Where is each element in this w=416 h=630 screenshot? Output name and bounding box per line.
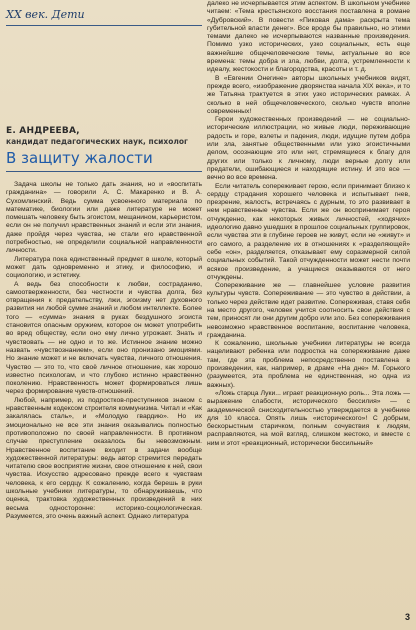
rubric-divider xyxy=(6,25,202,26)
author-role: кандидат педагогических наук, психолог xyxy=(6,137,188,146)
left-body xyxy=(6,181,202,521)
section-rubric: XX век. Дети xyxy=(6,8,85,21)
paragraph: «Ложь старца Луки... играет реакционную роль... Эта ложь — выражение слабости, исторического бессилия» — с академической снисходительностью утверждается в учебнике для 10 класса. Опять лишь «исторического»! С добрым, бескорыстным старичком, полным сочувствия к людям, расправляются, на мой взгляд, слишком жестоко, и вместе с ним и этот «реакционный, исторически бессильный» xyxy=(207,389,410,447)
paragraph: В «Евгении Онегине» авторы школьных учебников видят, прежде всего, «изображение дворянства начала XIX века», и то же Татьяна трактуется в этих узко исторических рамках. А сколько в ней общечеловеческого, сколько чувств вполне современных! xyxy=(207,74,410,115)
paragraph: А ведь без способности к любви, состраданию, самоотверженности, без честности и чувства долга, без отвращения к предательству, лжи, эгоизму нет духовного развития ни любой сумме знаний и любом интеллекте. Более того — «сумма» знания в руках бездушного эгоиста становится опасным оружием, которое он может употребить во вред обществу, если оно ему лично угрожает. Знать и чувствовать — не одно и то же. Истинное знание можно назвать «чувствознанием», если оно пронизано эмоциями. Но знание может и не включать чувства, личного отношения. Чувство — это то, что своё личное отношение, как хорошо известно психологам, и что глубоко истинно нравственно поколению. Нравственность может формироваться лишь через формирование чувств-отношений. xyxy=(6,280,202,396)
paragraph: Если читатель сопереживает герою, если принимает близко к сердцу страдания хорошего человека и испытывает гнев, презрение, жалость, встречаясь с дурным, то это развивает в нем нравственные чувства. Если же он воспринимает героя отчужденно, как некоторых живых личностей, «ходячих» идеологию давно ушедших в прошлое социальных группировок, если чувства эти в глубине героев не живут, если не «живут» и его самого, а разделение их в отношениях к «разделяющей» себе «он», разделяется, отказывает ему соразмерной силой социальных событий. Такой отчужденности может нести почти всякое произведение, а учащиеся оказываются от него отчуждены. xyxy=(207,182,410,281)
right-body xyxy=(207,0,410,448)
paragraph: Задача школы не только дать знания, но и «воспитать гражданина» — говорили А. С. Макаренко и В. А. Сухомлинский. Ведь сумма усвоенного материала по математике, биологии или даже литературе не может помешать человеку быть эгоистом, мещанином, карьеристом, если он не получил нравственных знаний и если эти знания, даже пройдя через чувства, не стали его нравственной потребностью, не определили социальной направленности личности. xyxy=(6,181,202,255)
article-headline: В защиту жалости xyxy=(6,149,153,167)
left-column xyxy=(6,6,202,521)
paragraph: Любой, например, из подростков-преступников знаком с нравственным кодексом строителя коммунизма. Читал и «Как закалялась сталь», и «Молодую гвардию». Но их эмоционально не все эти знания оказывались полностью противоположно по своей направленности. В противном случае преступление оказалось бы невозможным. Нравственное воспитание входит в задачи вообще художественной литературы: ведь автор стремится передать читателю свое восприятие жизни, свое отношение к ней, свои чувства. Искусство адресовано прежде всего к чувствам человека, к его сердцу. К сожалению, когда берешь в руки школьные учебники литературы, то обнаруживаешь, что оценка, трактовка художественных произведений в них весьма односторонне: историко-социологическая. Разумеется, это очень важный аспект. Однако литература xyxy=(6,396,202,520)
paragraph: Литература пока единственный предмет в школе, который может дать одновременно и этику, и философию, и социологию, и эстетику. xyxy=(6,255,202,280)
paragraph: далеко не исчерпывается этим аспектом. В школьном учебнике читаем: «Тема крестьянского восстания поставлена в романе «Дубровский». В повести «Пиковая дама» раскрыта тема губительной власти денег». Все вроде бы правильно, но этими темами далеко не исчерпываются названные произведения. Помимо узко исторических, узко социальных, есть еще важнейшие общечеловеческие темы, актуальные во все времена: темы добра и зла, любви, долга, устремленности к идеалу, жестокости и благородства, красоты и т. д. xyxy=(207,0,410,74)
right-column xyxy=(207,0,410,448)
paragraph: Сопереживание же — главнейшее условие развития культуры чувств. Сопереживание — это чувство в действии, а только через действие идет развитие. Сопереживая, ставя себя на место другого, человек учится соотносить свои действия с тем, приносят ли они другим добро или зло. Без сопереживания невозможно нравственное воспитание, воспитание человека, гражданина. xyxy=(207,282,410,339)
author-name: Е. АНДРЕЕВА, xyxy=(6,126,80,136)
headline-divider xyxy=(6,171,202,172)
paragraph: Герои художественных произведений — не социально-исторические иллюстрации, но живые люди, переживающие радость и горе, взлеты и падения, люди, идущие путем добра или зла, занятые общественными или узко эгоистичными делом, осознающие это или нет, стремящиеся к благу для других или только к личному, люди верные долгу или предатели, ошибающиеся и находящие истину. И это все — вечно во все времена. xyxy=(207,116,410,182)
paragraph: К сожалению, школьные учебники литературы не всегда нацеливают ребенка или подростка на сопереживание даже там, где эта проблема непосредственно поставлена в произведении, как, например, в драме «На дне» М. Горького (разумеется, эта проблема не единственная, но одна из важных). xyxy=(207,340,410,389)
page-number: 3 xyxy=(404,612,410,622)
